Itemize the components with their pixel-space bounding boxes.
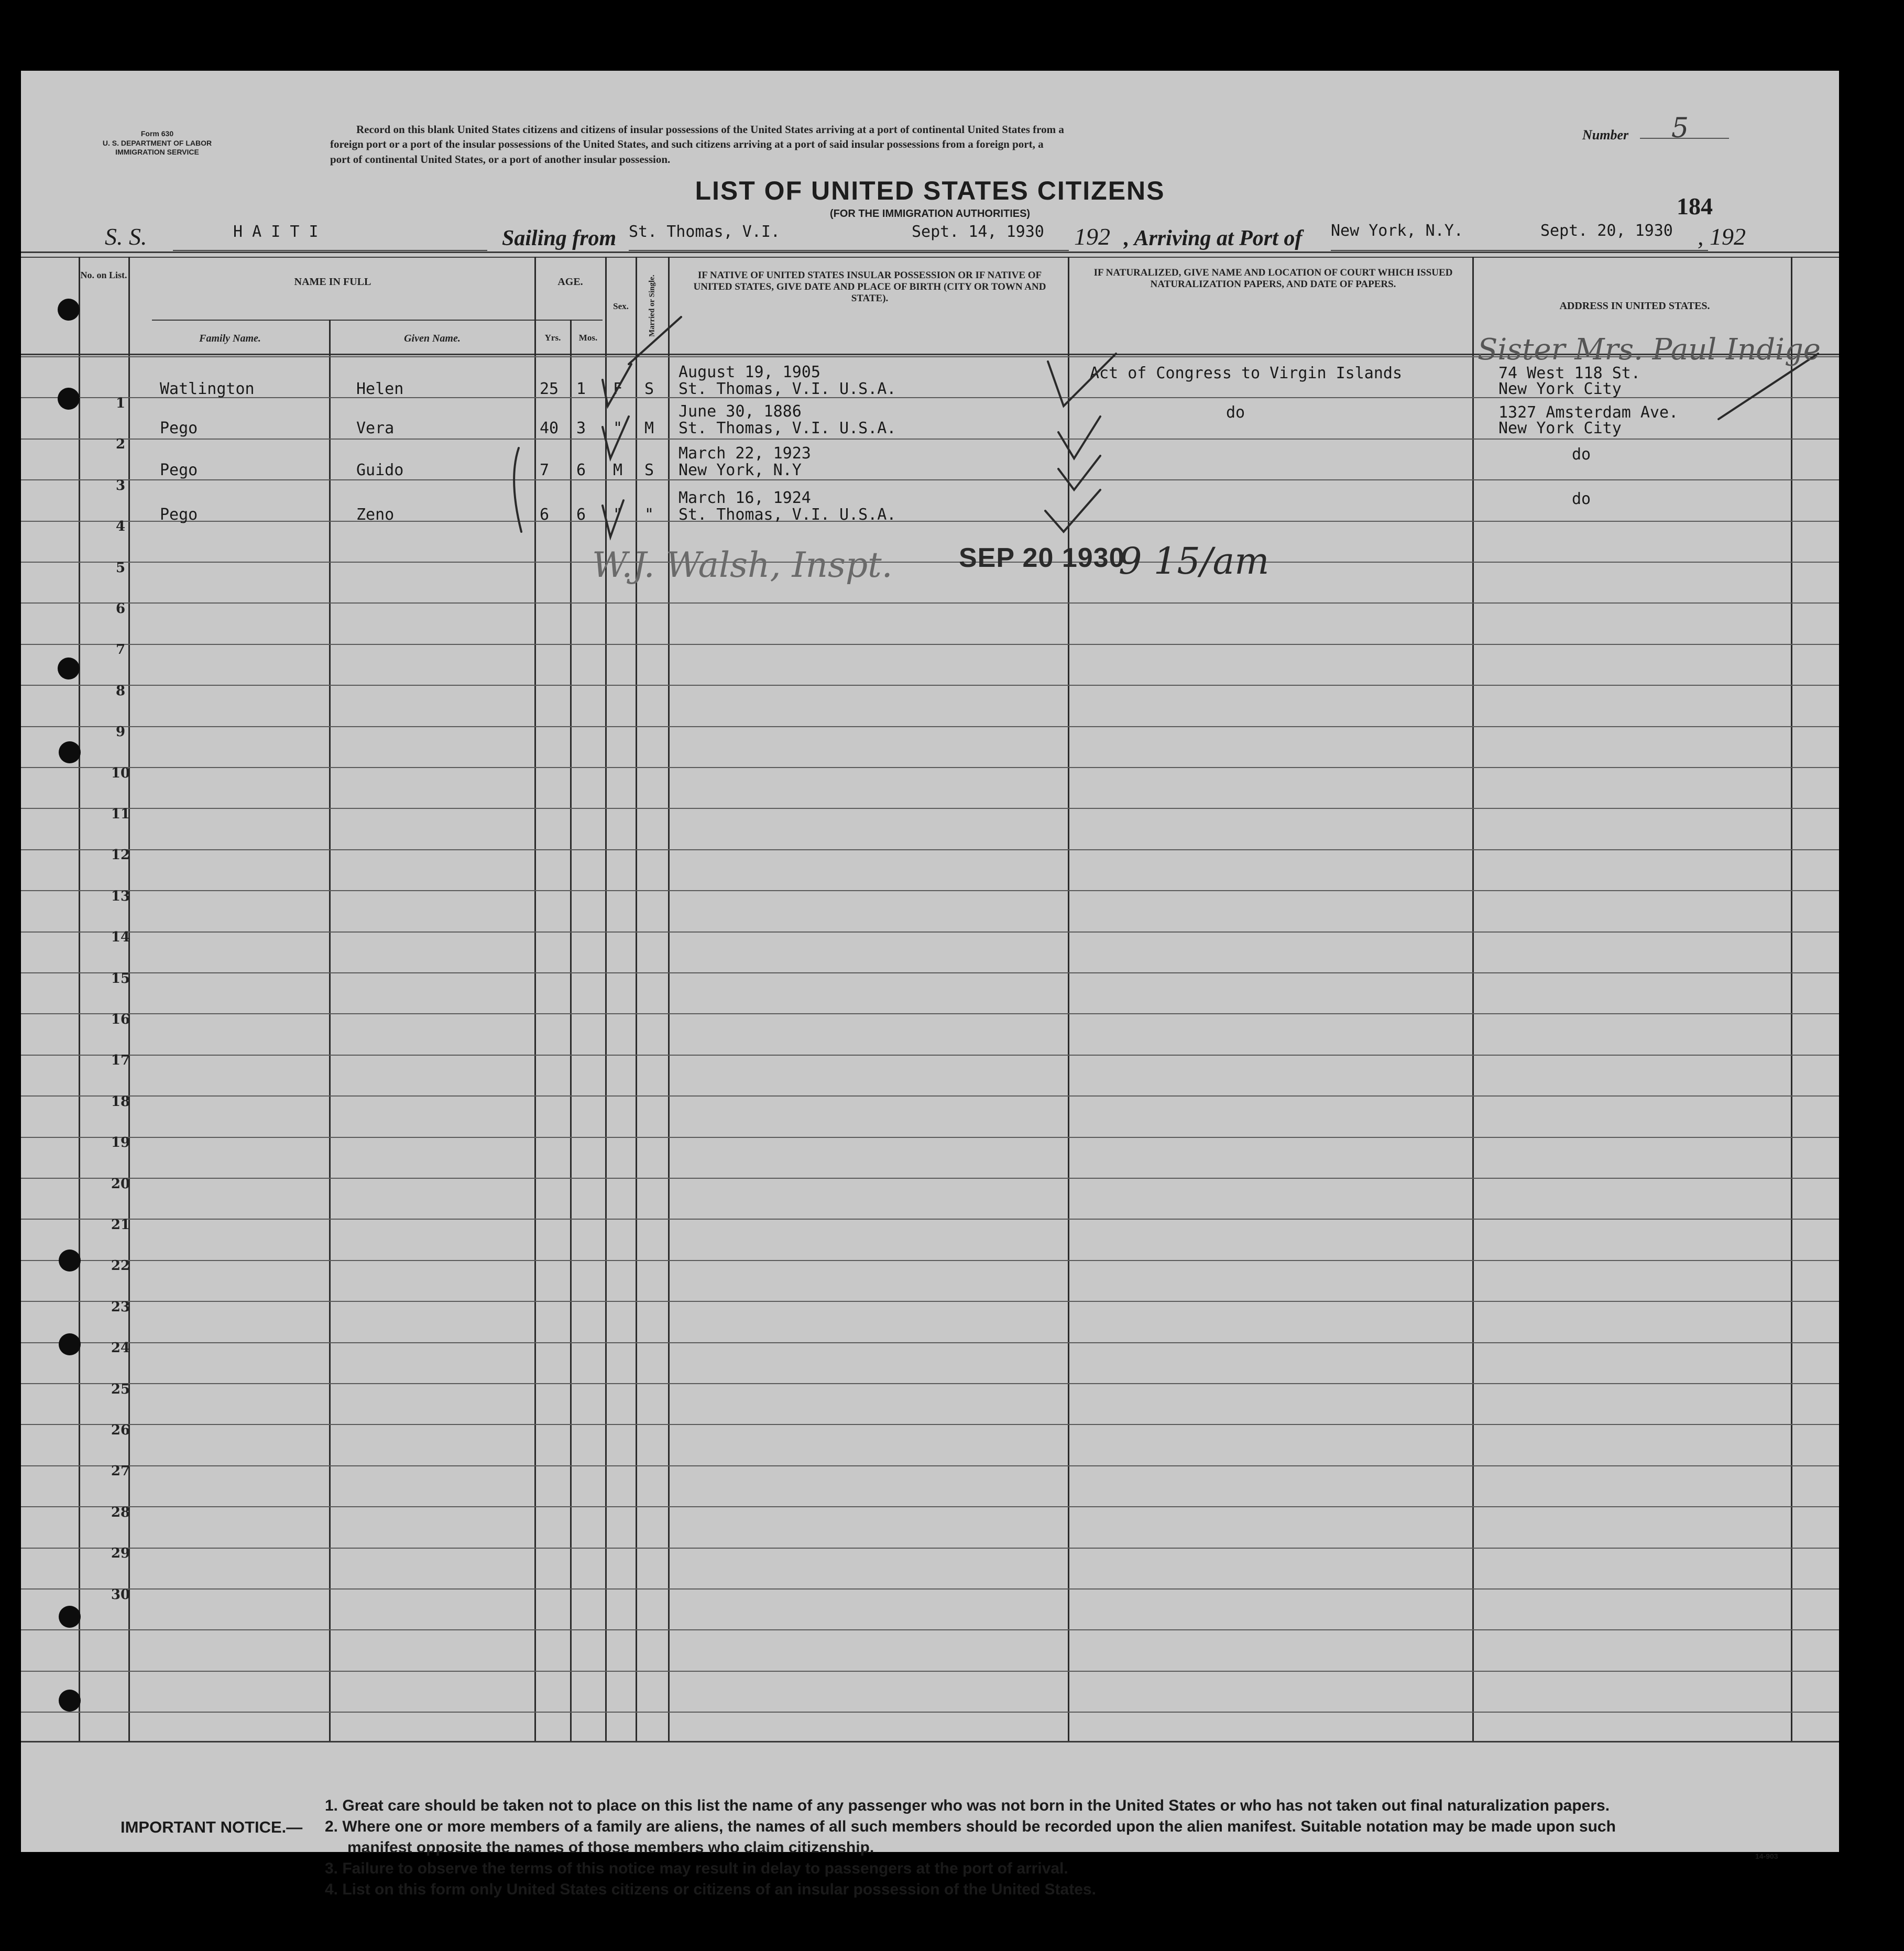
punch-hole (59, 1249, 81, 1272)
address-line-1: do (1572, 490, 1591, 508)
punch-hole (59, 1333, 81, 1355)
received-stamp: SEP 20 1930 (959, 543, 1125, 573)
page-title: LIST OF UNITED STATES CITIZENS (695, 176, 1165, 205)
notice-item-2: 2. Where one or more members of a family are aliens, the names of all such members should be recorded upon the alien manifest. Suitable notation may be made upon such (325, 1818, 1616, 1835)
address-line-2: New York City (1498, 380, 1622, 398)
row-number: 22 (111, 1258, 130, 1274)
punch-hole (59, 1690, 81, 1712)
row-number: 3 (115, 478, 126, 494)
row-number: 7 (115, 642, 126, 657)
header-sex: Sex. (613, 301, 629, 311)
punch-hole (58, 299, 80, 321)
arriving-label: , Arriving at Port of (1124, 226, 1303, 250)
birth-date: March 22, 1923 (679, 444, 811, 463)
sex: M (613, 461, 623, 479)
age-months: 6 (576, 506, 586, 524)
header-age-yrs: Yrs. (544, 333, 561, 343)
sex: F (613, 380, 623, 398)
check-mark-icon (603, 500, 623, 537)
ss-label: S. S. (105, 223, 147, 250)
naturalization-court: Act of Congress to Virgin Islands (1090, 364, 1403, 382)
birth-date: June 30, 1886 (679, 402, 802, 421)
form-code: 14-903 (1755, 1852, 1778, 1860)
sex: " (613, 506, 623, 524)
row-number: 18 (111, 1094, 130, 1110)
row-number: 1 (115, 396, 126, 411)
birth-place: St. Thomas, V.I. U.S.A. (679, 380, 896, 398)
age-years: 6 (540, 506, 550, 524)
row-number: 12 (111, 847, 130, 863)
row-number: 5 (115, 560, 126, 576)
page-subtitle: (FOR THE IMMIGRATION AUTHORITIES) (829, 208, 1031, 220)
birth-date: March 16, 1924 (679, 489, 811, 507)
marital-status: S (644, 461, 654, 479)
birth-place: St. Thomas, V.I. U.S.A. (679, 506, 896, 524)
age-years: 7 (540, 461, 550, 479)
instruction-line: port of continental United States, or a port of another insular possession. (330, 152, 671, 166)
birth-place: St. Thomas, V.I. U.S.A. (679, 419, 896, 437)
page-number: 184 (1677, 193, 1713, 220)
header-age: AGE. (557, 276, 583, 288)
family-name: Watlington (160, 380, 255, 398)
header-family-name: Family Name. (199, 333, 261, 344)
naturalization-court: do (1226, 403, 1245, 422)
birth-place: New York, N.Y (679, 461, 802, 479)
given-name: Helen (356, 380, 404, 398)
bracket-mark (514, 448, 521, 532)
row-number: 15 (111, 971, 130, 987)
check-mark-icon (1045, 490, 1100, 532)
age-months: 1 (576, 380, 586, 398)
department-name: U. S. DEPARTMENT OF LABOR (102, 138, 212, 147)
marital-status: M (644, 419, 654, 437)
row-number: 19 (111, 1135, 130, 1150)
arriving-date: Sept. 20, 1930 (1540, 222, 1673, 240)
row-number: 10 (111, 765, 130, 781)
notice-item-4: 4. List on this form only United States citizens or citizens of an insular possession of the United States. (325, 1881, 1096, 1898)
given-name: Zeno (356, 506, 395, 524)
row-number: 21 (111, 1217, 130, 1233)
time-note: 9 15/am (1119, 540, 1270, 583)
ship-name: H A I T I (233, 223, 319, 241)
arriving-year-suffix: , 192 (1698, 223, 1746, 250)
notice-item-3: 3. Failure to observe the terms of this notice may result in delay to passengers at the port of arrival. (325, 1860, 1068, 1877)
header-name-in-full: NAME IN FULL (294, 276, 371, 288)
birth-date: August 19, 1905 (679, 363, 820, 381)
punch-hole (58, 657, 80, 679)
header-naturalized: IF NATURALIZED, GIVE NAME AND LOCATION OF COURT WHICH ISSUED NATURALIZATION PAPERS, AND DATE OF PAPERS. (1093, 267, 1453, 290)
row-number: 11 (111, 806, 130, 822)
row-number: 29 (111, 1546, 130, 1561)
family-name: Pego (160, 461, 198, 479)
age-years: 40 (540, 419, 559, 437)
row-number: 8 (115, 683, 126, 699)
row-number: 25 (111, 1382, 130, 1397)
given-name: Guido (356, 461, 404, 479)
row-number: 23 (111, 1299, 130, 1315)
form-sheet (21, 71, 1839, 1898)
age-months: 6 (576, 461, 586, 479)
age-months: 3 (576, 419, 586, 437)
address-line-1: 74 West 118 St. (1498, 364, 1640, 382)
row-number: 6 (115, 601, 126, 617)
instruction-line: foreign port or a port of the insular possessions of the United States, and such citizens arriving at a port of said insular possessions from a foreign port, a (330, 138, 1044, 151)
sailing-date: Sept. 14, 1930 (912, 223, 1044, 241)
row-number: 30 (111, 1587, 130, 1603)
address-line-1: 1327 Amsterdam Ave. (1498, 403, 1679, 422)
header-married-single: Married or Single. (648, 275, 656, 337)
sailing-from: St. Thomas, V.I. (629, 223, 780, 241)
family-name: Pego (160, 419, 198, 437)
sailing-label: Sailing from (502, 226, 617, 250)
header-age-mos: Mos. (578, 333, 598, 343)
address-line-2: New York City (1498, 419, 1622, 437)
row-number: 4 (115, 519, 126, 534)
notice-item-2-cont: manifest opposite the names of those members who claim citizenship. (347, 1839, 874, 1856)
check-mark-icon (1058, 456, 1100, 490)
form-id: Form 630 (140, 129, 174, 138)
notice-item-1: 1. Great care should be taken not to place on this list the name of any passenger who was not born in the United States or who has not taken out final naturalization papers. (325, 1797, 1610, 1814)
check-mark-icon (1058, 416, 1100, 458)
notice-title: IMPORTANT NOTICE.— (121, 1818, 303, 1836)
punch-hole (59, 1606, 81, 1628)
check-mark-icon (603, 416, 629, 458)
marital-status: S (644, 380, 654, 398)
instruction-line: Record on this blank United States citizens and citizens of insular possessions of the United States arriving at a port of continental United States from a (356, 123, 1064, 136)
row-number: 9 (115, 724, 126, 740)
row-number: 27 (111, 1463, 130, 1479)
number-value: 5 (1671, 113, 1689, 144)
header-no-on-list: No. on List. (80, 270, 127, 280)
sex: " (613, 419, 623, 437)
punch-hole (59, 741, 81, 763)
check-mark-icon (1048, 354, 1116, 406)
header-given-name: Given Name. (404, 333, 461, 344)
family-name: Pego (160, 506, 198, 524)
arriving-port: New York, N.Y. (1331, 222, 1463, 240)
check-mark-icon (603, 364, 631, 406)
slash-mark (629, 317, 681, 364)
marital-status: " (644, 506, 654, 524)
header-address: ADDRESS IN UNITED STATES. (1559, 300, 1710, 312)
row-number: 13 (111, 889, 130, 904)
row-number: 24 (111, 1340, 130, 1356)
row-number: 26 (111, 1422, 130, 1438)
row-number: 17 (111, 1053, 130, 1068)
given-name: Vera (356, 419, 395, 437)
header-birth: IF NATIVE OF UNITED STATES INSULAR POSSESSION OR IF NATIVE OF UNITED STATES, GIVE DATE AND PLACE OF BIRTH (CITY OR TOWN AND STATE). (693, 270, 1046, 304)
row-number: 2 (115, 436, 126, 452)
row-number: 28 (111, 1505, 130, 1520)
table-bottom-rule (21, 1741, 1839, 1742)
address-line-1: do (1572, 445, 1591, 464)
row-number: 16 (111, 1012, 130, 1027)
service-name: IMMIGRATION SERVICE (115, 148, 199, 156)
number-label: Number (1582, 127, 1629, 143)
row-number: 20 (111, 1176, 130, 1192)
age-years: 25 (540, 380, 559, 398)
punch-hole (58, 388, 80, 410)
row-number: 14 (111, 929, 130, 945)
address-note: Sister Mrs. Paul Indige (1478, 333, 1821, 367)
inspector-signature: W.J. Walsh, Inspt. (592, 545, 893, 585)
sailing-year-suffix: 192 (1074, 223, 1110, 250)
